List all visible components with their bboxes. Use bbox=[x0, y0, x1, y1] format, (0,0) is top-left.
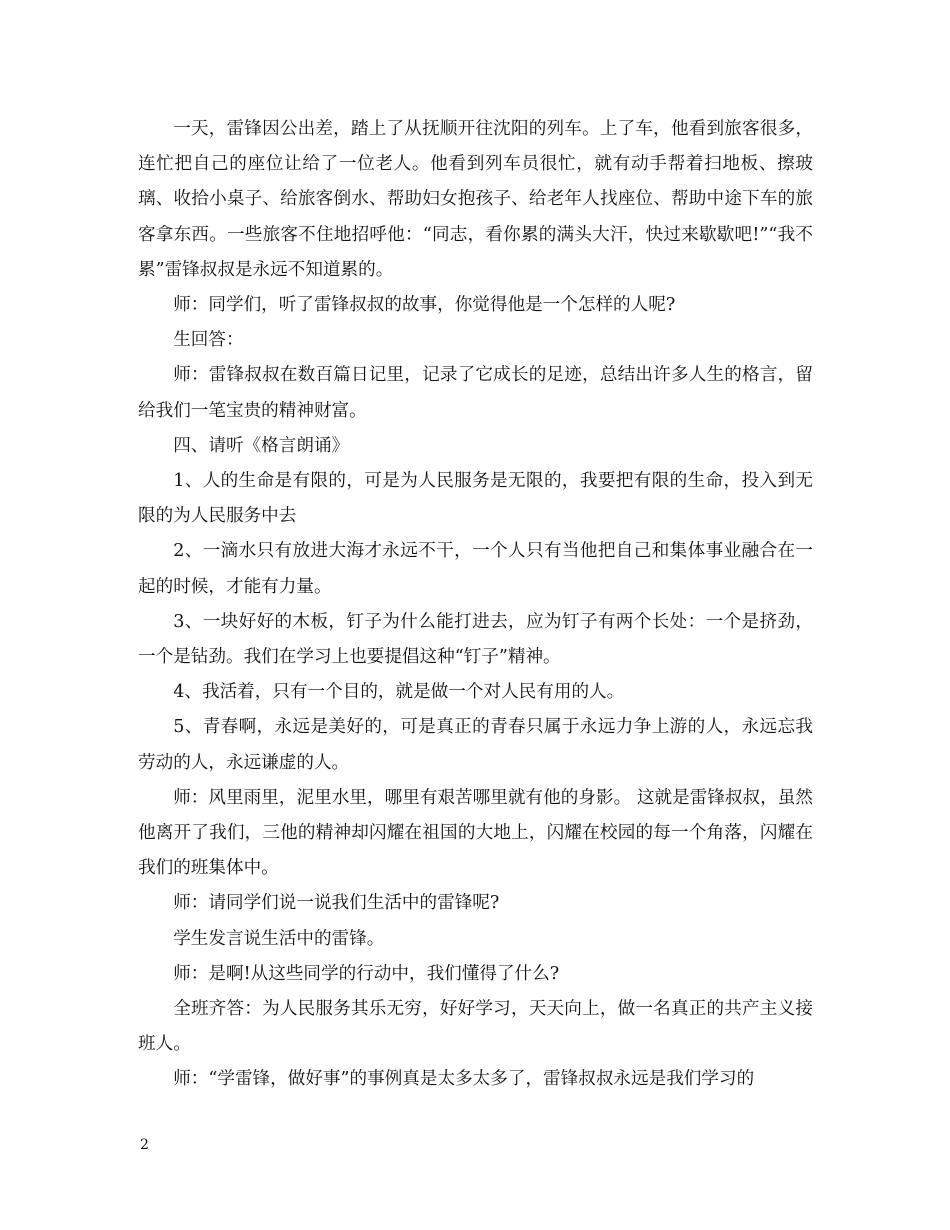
paragraph-teacher-diary: 师：雷锋叔叔在数百篇日记里，记录了它成长的足迹，总结出许多人生的格言，留给我们一笔宝贵的精神财富。 bbox=[138, 365, 813, 421]
motto-item-2: 2、一滴水只有放进大海才永远不干，一个人只有当他把自己和集体事业融合在一起的时候，才能有力量。 bbox=[138, 541, 813, 597]
paragraph-teacher-spirit: 师：风里雨里，泥里水里，哪里有艰苦哪里就有他的身影。 这就是雷锋叔叔，虽然他离开了我们，三他的精神却闪耀在祖国的大地上，闪耀在校园的每一个角落，闪耀在我们的班集体中。 bbox=[138, 787, 813, 879]
document-body bbox=[138, 112, 813, 1098]
paragraph-class-answer: 全班齐答：为人民服务其乐无穷，好好学习，天天向上，做一名真正的共产主义接班人。 bbox=[138, 999, 813, 1055]
motto-item-4: 4、我活着，只有一个目的，就是做一个对人民有用的人。 bbox=[173, 682, 625, 703]
paragraph-teacher-closing: 师：“学雷锋，做好事”的事例真是太多太多了，雷锋叔叔永远是我们学习的 bbox=[173, 1069, 755, 1090]
paragraph-teacher-question: 师：同学们，听了雷锋叔叔的故事，你觉得他是一个怎样的人呢? bbox=[173, 295, 676, 316]
motto-item-1: 1、人的生命是有限的，可是为人民服务是无限的，我要把有限的生命，投入到无限的为人民服务中去 bbox=[138, 471, 813, 527]
motto-item-5: 5、青春啊，永远是美好的，可是真正的青春只属于永远力争上游的人，永远忘我劳动的人，永远谦虚的人。 bbox=[138, 717, 813, 773]
page-number: 2 bbox=[140, 1137, 149, 1153]
section-heading-motto-recital: 四、请听《格言朗诵》 bbox=[173, 435, 350, 456]
motto-item-3: 3、一块好好的木板，钉子为什么能打进去，应为钉子有两个长处：一个是挤劲，一个是钻劲。我们在学习上也要提倡这种“钉子”精神。 bbox=[138, 611, 813, 668]
paragraph-student-answer: 生回答： bbox=[173, 330, 244, 351]
paragraph-teacher-prompt: 师：请同学们说一说我们生活中的雷锋呢? bbox=[173, 893, 500, 914]
paragraph-teacher-reflection: 师：是啊!从这些同学的行动中，我们懂得了什么? bbox=[173, 963, 560, 984]
paragraph-story: 一天，雷锋因公出差，踏上了从抚顺开往沈阳的列车。上了车，他看到旅客很多，连忙把自己的座位让给了一位老人。他看到列车员很忙，就有动手帮着扫地板、擦玻璃、收拾小桌子、给旅客倒水、帮助妇女抱孩子、给老年人找座位、帮助中途下车的旅客拿东西。一些旅客不住地招呼他：“同志，看你累的满头大汗，快过来歇歇吧!”“我不累”雷锋叔叔是永远不知道累的。 bbox=[138, 119, 813, 280]
paragraph-student-speech: 学生发言说生活中的雷锋。 bbox=[173, 928, 385, 949]
